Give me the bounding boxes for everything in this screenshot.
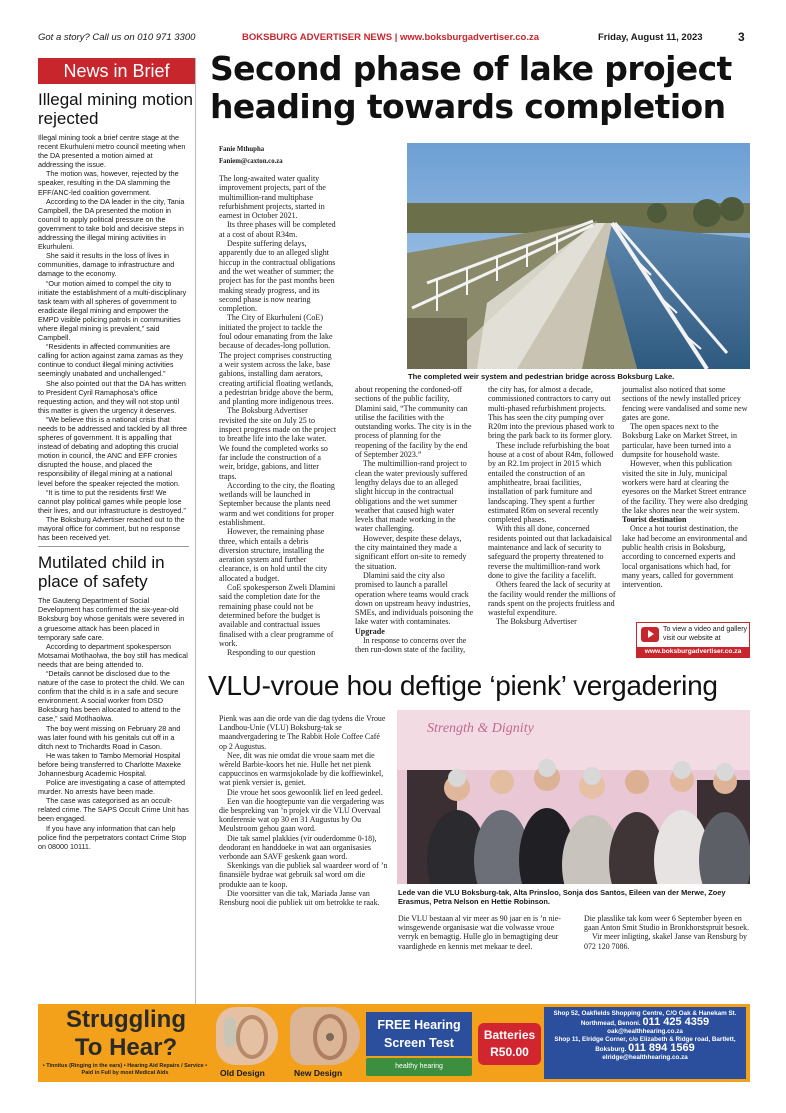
page-number: 3	[738, 30, 745, 44]
promo-url[interactable]: www.boksburgadvertiser.co.za	[637, 647, 749, 657]
lake-bridge-photo	[407, 143, 750, 369]
story-tip: Got a story? Call us on 010 971 3300	[38, 32, 196, 43]
phone-benoni[interactable]: 011 425 4359	[642, 1016, 710, 1029]
paragraph: However, when this publication visited the site in July, municipal workers were hard at clearing the eyesores on the Market Street entrance of the facility. They were also dredging the lake shores near the weir system.	[622, 459, 748, 515]
paragraph: She said it results in the loss of lives in communities, damage to infrastructure and damage to the economy.	[38, 251, 175, 279]
paragraph: “Residents in affected communities are calling for action against zama zamas as they continue to conduct illegal mining activities seemingly unabated and unchallenged.”	[38, 342, 184, 379]
ad-services: • Tinnitus (Ringing in the ears) • Hearing Aid Repairs / Service • Paid in Full by most Medical Aids	[42, 1063, 208, 1076]
ear-icon	[290, 1007, 360, 1065]
paragraph: Die voorsitter van die tak, Mariada Janse van Rensburg nooi die publiek uit om betrokke te raak.	[219, 888, 380, 908]
brief-story1-title: Illegal mining motion rejected	[38, 90, 193, 128]
paragraph: Illegal mining took a brief centre stage at the recent Ekurhuleni metro council meeting when the DA presented a motion aimed at addressing the issue.	[38, 133, 186, 170]
paragraph: Responding to our question	[227, 648, 316, 658]
news-in-brief	[38, 58, 196, 1038]
vlu-column-1	[219, 714, 389, 907]
paragraph: Despite suffering delays, apparently due to an alleged slight hiccup in the contractual obligations and the wet weather of summer; the project has for the past months been making steady progress, and its second phase is now nearing completion.	[219, 239, 336, 314]
page-header	[38, 30, 750, 46]
new-design-label: New Design	[294, 1068, 343, 1078]
paragraph: According to department spokesperson Motsamai Motlhaolwa, the boy still has medical needs that are being attended to.	[38, 641, 188, 669]
website-promo[interactable]	[636, 622, 750, 658]
paragraph: According to the city, the floating wetlands will be launched in September because the plants need warm and wet conditions for proper establishment.	[219, 480, 335, 527]
paragraph: The open spaces next to the Boksburg Lake on Market Street, in particular, have been turned into a dumpsite for household waste.	[622, 422, 737, 460]
paragraph: Once a hot tourist destination, the lake had become an environmental and public health crisis in Boksburg, according to concerned experts and local organisations which had, for many years, called for government intervention.	[622, 524, 748, 590]
paragraph: the city has, for almost a decade, commissioned contractors to carry out multi-phased refurbishment projects. This has seen the city pumping over R20m into the previous phased work to bring the park back to its former glory.	[488, 385, 615, 441]
brief-banner: News in Brief	[38, 58, 195, 84]
divider	[38, 546, 189, 547]
free-test-badge	[366, 1012, 472, 1056]
paragraph: Skenkings van die publiek sal waardeer word of ’n finansiële bydrae wat gebruik sal word om die produkte aan te koop.	[219, 861, 388, 889]
free-line2: Screen Test	[384, 1036, 454, 1050]
paragraph: In response to concerns over the then run-down state of the facility,	[355, 636, 467, 655]
paragraph: However, the remaining phase three, which entails a debris diversion structure, installing the aeration system and further clearance, is on hold until the city allocated a budget.	[219, 527, 328, 583]
lead-column-3	[488, 385, 616, 627]
brief-story2-title: Mutilated child in place of safety	[38, 553, 165, 592]
play-video-icon	[641, 627, 659, 642]
paragraph: “It is time to put the residents first! We cannot play political games while people lose their lives, and our infrastructure is destroyed.”	[38, 487, 186, 515]
vlu-headline: VLU-vroue hou deftige ‘pienk’ vergadering	[208, 670, 718, 701]
lead-column-2	[355, 385, 473, 655]
subheading: Tourist destination	[622, 515, 687, 525]
photo-caption: Lede van die VLU Boksburg-tak, Alta Prinsloo, Sonja dos Santos, Eileen van der Merwe, Zoey Erasmus, Petra Nelson en Hettie Robinson.	[398, 888, 726, 906]
paragraph: Dlamini said the city also promised to launch a parallel operation where teams would crack down on upstream heavy industries, SMEs, and individuals poisoning the lake water with contaminates.	[355, 570, 473, 627]
paragraph: The City of Ekurhuleni (CoE) initiated the project to tackle the foul odour emanating from the lake because of decades-long pollution. The project comprises constructing a weir system across the lake, base gabions, installing dam aerators, creating artificial floating wetlands, a pedestrian bridge above the berm, and planting more indigenous trees.	[219, 313, 334, 407]
paragraph: The Gauteng Department of Social Development has confirmed the six-year-old Boksburg boy whose genitals were severed in a gruesome attack has been placed in temporary safe care.	[38, 596, 185, 642]
paragraph: about reopening the cordoned-off sections of the public facility, Dlamini said, “The community can utilise the facilities with the outstanding works. The city is in the process of planning for the reopening of the facility by the end of September 2023.”	[355, 385, 472, 460]
paragraph: Police are investigating a case of attempted murder. No arrests have been made.	[38, 778, 186, 797]
vlu-group-photo	[397, 710, 750, 884]
vlu-group-illustration	[397, 710, 750, 884]
paragraph: The boy went missing on February 28 and was later found with his genitals cut off in a ditch next to Trichardts Road in Cason.	[38, 723, 181, 751]
paragraph: The motion was, however, rejected by the speaker, resulting in the DA slamming the EFF/ANC-led coalition government.	[38, 169, 179, 197]
ear-icon	[216, 1007, 278, 1065]
subheading: Upgrade	[355, 626, 385, 636]
paragraph: If you have any information that can help police find the perpetrators contact Crime Stop on 08000 10111.	[38, 823, 187, 851]
vlu-column-2	[398, 914, 570, 951]
brand-logo: healthy hearing	[366, 1058, 472, 1076]
issue-date: Friday, August 11, 2023	[598, 32, 703, 43]
byline: Fanie Mthupha	[219, 146, 265, 153]
paragraph: With this all done, concerned residents pointed out that lackadaisical maintenance and lack of security to safeguard the property threatened to reverse the multimillion-rand work done to give the facility a facelift.	[488, 524, 612, 580]
old-hearing-aid-image	[216, 1007, 278, 1065]
paragraph: Others feared the lack of security at the facility would render the millions of rands spent on the projects fruitless and wasteful expenditure.	[488, 580, 616, 618]
paragraph: Die vroue het soos gewoonlik lief en leed gedeel.	[227, 787, 383, 797]
paragraph: Die VLU bestaan al vir meer as 90 jaar en is ’n nie-winsgewende organisasie wat die volwasse vroue verryk en bemagtig. Hulle glo in bemagtiging deur vaardighede en kennis met mekaar te deel.	[398, 914, 561, 951]
paragraph: Pienk was aan die orde van die dag tydens die Vroue Landbou-Unie (VLU) Boksburg-tak se maandvergadering te The Rabbit Hole Coffee Café op 2 Augustus.	[219, 714, 386, 751]
lead-column-1	[219, 174, 337, 657]
paragraph: The multimillion-rand project to clean the water previously suffered lengthy delays due to an alleged slight hiccup in the contractual obligations and the wet summer weather that caused high water levels that made working in the water challenging.	[355, 459, 468, 534]
batt-line1: Batteries	[483, 1028, 536, 1042]
paragraph: The Boksburg Advertiser	[496, 617, 577, 627]
brief-story2-body	[38, 596, 195, 851]
paragraph: However, despite these delays, the city maintained they made a significant effort on-site to remedy the situation.	[355, 533, 467, 571]
old-design-label: Old Design	[220, 1068, 265, 1078]
paragraph: “Details cannot be disclosed due to the nature of the case to protect the child. We can confirm that the child is in a safe and secure environment. A social worker from DSD Boksburg has been allocated to attend to the case,” said Motlhaolwa.	[38, 668, 185, 724]
paragraph: According to the DA leader in the city, Tania Campbell, the DA presented the motion in council to apply political pressure on the government to take bold and decisive steps in addressing the illegal mining activities in Ekurhuleni.	[38, 196, 185, 252]
address-boksburg: Shop 11, Elridge Corner, c/o Elizabeth & Ridge road, Bartlett, Boksburg.	[554, 1036, 736, 1054]
lake-bridge-illustration	[407, 143, 750, 369]
paragraph: The Boksburg Advertiser revisited the site on July 25 to inspect progress made on the project to breathe life into the lake water. We found the completed works so far include the construction of a weir, bridge, gabions, and litter traps.	[219, 406, 337, 481]
ad-contacts	[544, 1007, 746, 1079]
paragraph: These include refurbishing the boat house at a cost of about R4m, followed by an R2.1m project in 2015 which entailed the construction of an amphitheatre, braai facilities, installation of park furniture and landscaping. They spent a further estimated R6m on several recently completed phases.	[488, 440, 614, 525]
paragraph: The Boksburg Advertiser reached out to the mayoral office for comment, but no response has been received yet.	[38, 514, 185, 543]
lead-headline: Second phase of lake project heading towards completion	[210, 49, 732, 126]
paragraph: The long-awaited water quality improvement projects, part of the multimillion-rand multiphase refurbishment projects, started in earnest in October 2021.	[219, 174, 326, 221]
brief-story1-body	[38, 133, 195, 542]
free-line1: FREE Hearing	[377, 1018, 461, 1032]
batt-line2: R50.00	[490, 1045, 529, 1059]
paragraph: “Our motion aimed to compel the city to initiate the establishment of a multi-disciplinary task team with all spheres of government to eradicate illegal mining and empower the EMPD visible policing patrols in communities where illegal mining is prevalent,” said Campbell.	[38, 278, 187, 343]
lead-column-4	[622, 385, 750, 590]
author-email[interactable]: Faniem@caxton.co.za	[219, 158, 283, 165]
paragraph: Its three phases will be completed at a cost of about R34m.	[219, 220, 336, 239]
paper-name[interactable]: BOKSBURG ADVERTISER NEWS | www.boksburgadvertiser.co.za	[242, 32, 540, 43]
paragraph: CoE spokesperson Zweli Dlamini said the completion date for the remaining phase could not be determined before the budget is available and contractual issues finalised with a clear programme of work.	[219, 583, 336, 648]
phone-boksburg[interactable]: 011 894 1569	[628, 1042, 695, 1055]
paragraph: journalist also noticed that some sections of the newly installed pricey fencing were vandalised and some new gates are gone.	[622, 385, 748, 422]
paragraph: Die plasslike tak kom weer 6 September byeen en gaan Anton Smit Studio in Bronkhorstspruit besoek.	[584, 914, 750, 933]
hearing-advert[interactable]	[38, 1004, 750, 1082]
paragraph: The case was categorised as an occult-related crime. The SAPS Occult Crime Unit has been engaged.	[38, 796, 189, 824]
promo-text: To view a video and gallery visit our website at	[663, 626, 748, 642]
email-benoni[interactable]: oak@healthhearing.co.za	[607, 1028, 683, 1036]
paragraph: Vir meer inligting, skakel Janse van Rensburg by 072 120 7086.	[584, 932, 747, 951]
paragraph: “We believe this is a national crisis that needs to be addressed and tackled by all three spheres of government. It is appalling that instead of debating and adopting this crucial motion in council, the ANC and EFF cronies disrupted the house, and placed the responsibility of illegal mining at a national level before the speaker rejected the motion.	[38, 414, 188, 488]
batteries-badge	[478, 1023, 541, 1065]
paragraph: Die tak samel plakkies (vir ouderdomme 0-18), deodorant en handdoeke in wat aan organisasies verbonde aan SAVF geskenk gaan word.	[219, 833, 377, 862]
paragraph: He was taken to Tambo Memorial Hospital before being transferred to Charlotte Maxeke Johannesburg Academic Hospital.	[38, 750, 182, 778]
address-benoni: Shop 52, Oakfields Shopping Centre, C/O Oak & Hanekam St. Northmead, Benoni.	[553, 1010, 737, 1028]
ad-title: Struggling To Hear?	[66, 1006, 186, 1061]
photo-caption: The completed weir system and pedestrian bridge across Boksburg Lake.	[408, 372, 675, 381]
email-boksburg[interactable]: elridge@healthhearing.co.za	[602, 1054, 688, 1062]
vlu-column-3	[584, 914, 750, 951]
paragraph: She also pointed out that the DA has written to President Cyril Ramaphosa's office requesting action, and they will not stop until this matter is given the urgency it deserves.	[38, 378, 186, 415]
new-hearing-aid-image	[290, 1007, 360, 1065]
backdrop-lettering: Strength & Dignity	[427, 721, 534, 736]
paragraph: Een van die hoogtepunte van die vergadering was die bespreking van ’n projek vir die VLU Overvaal konferensie wat op 30 en 31 Augustus by Ou Meulstroom gehou gaan word.	[219, 796, 384, 834]
paragraph: Nee, dit was nie omdat die vroue saam met die wêreld Barbie-koors het nie. Hulle het net pienk cappuccinos en warmsjokolade by die koffiewinkel, wat pienk versier is, geniet.	[219, 750, 384, 788]
